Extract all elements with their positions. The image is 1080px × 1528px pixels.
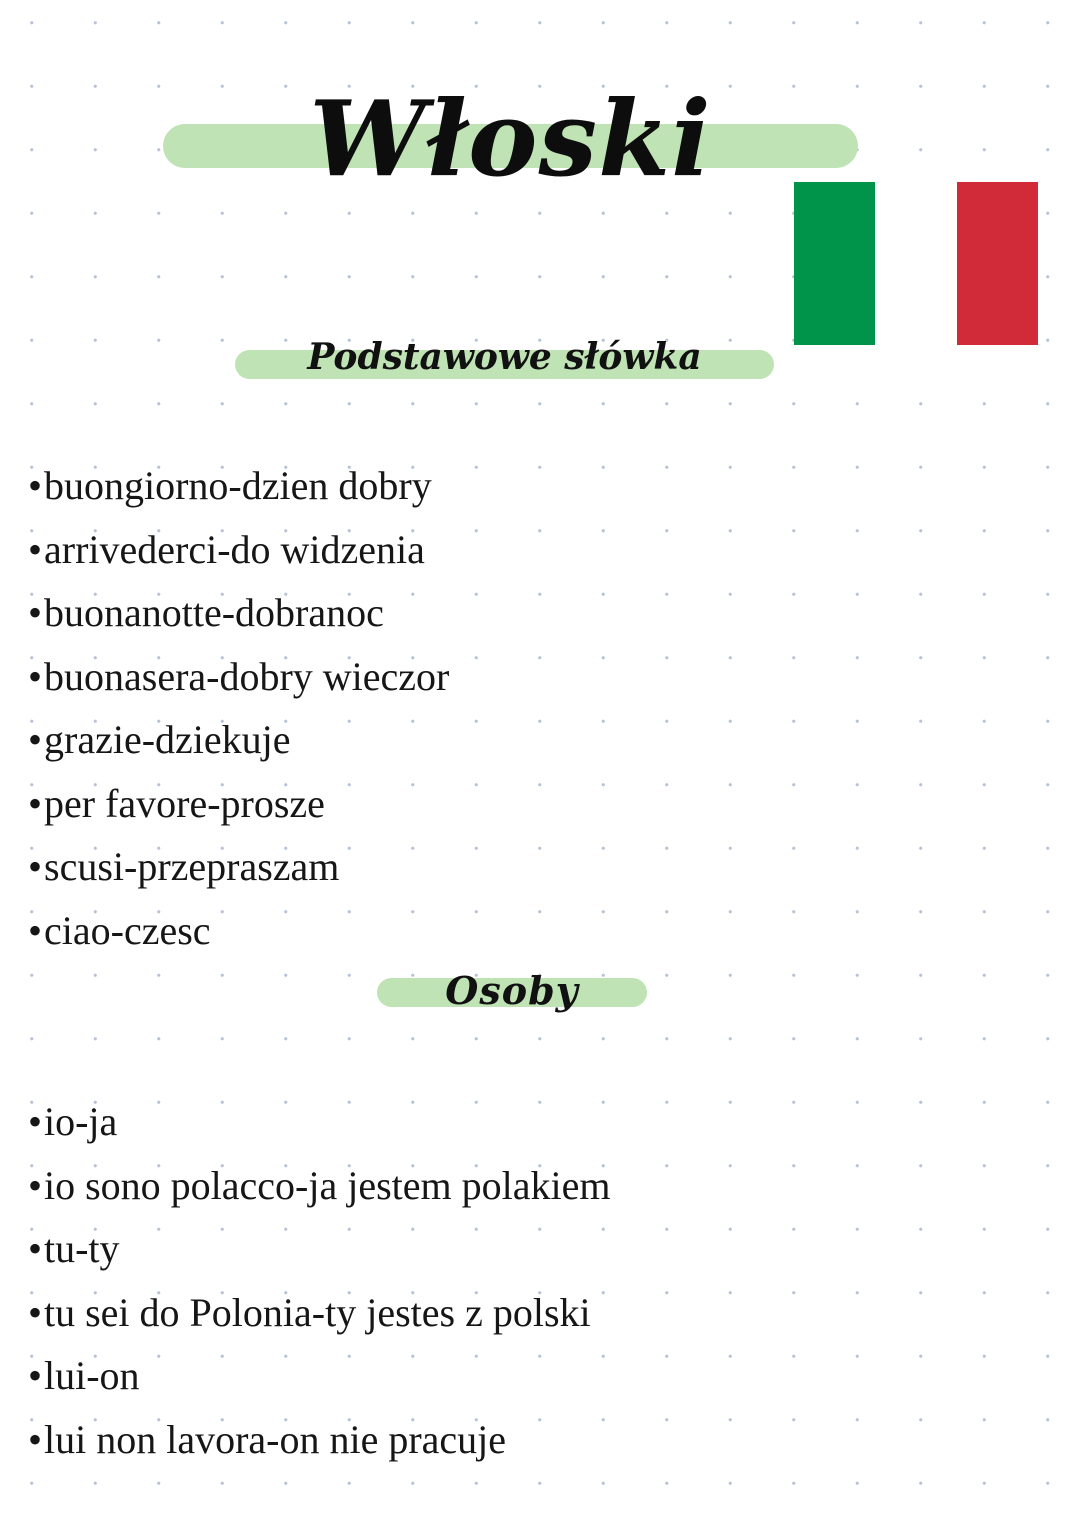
- bullet-icon: •: [28, 1353, 43, 1398]
- bullet-icon: •: [28, 1289, 43, 1335]
- list-item: [28, 1154, 611, 1218]
- bullet-icon: •: [28, 1416, 43, 1462]
- section-heading-text: Osoby: [445, 968, 579, 1013]
- list-item: [28, 1408, 611, 1472]
- bullet-icon: •: [28, 1226, 43, 1271]
- list-item-text: lui non lavora-on nie pracuje: [44, 1416, 507, 1462]
- list-item: [28, 1090, 611, 1154]
- list-item-text: buongiorno-dzien dobry: [44, 463, 432, 508]
- list-item: [28, 899, 449, 963]
- bullet-icon: •: [28, 1162, 43, 1208]
- list-item-text: per favore-prosze: [44, 780, 325, 826]
- list-item: [28, 645, 449, 709]
- bullet-icon: •: [28, 526, 43, 572]
- list-item-text: buonasera-dobry wieczor: [44, 653, 450, 699]
- page-title: Włoski: [309, 77, 712, 200]
- bullet-icon: •: [28, 907, 43, 953]
- list-item-text: io sono polacco-ja jestem polakiem: [44, 1162, 611, 1208]
- list-item-text: tu sei do Polonia-ty jestes z polski: [44, 1289, 591, 1335]
- list-item: [28, 835, 449, 899]
- list-item-text: grazie-dziekuje: [44, 717, 291, 762]
- persons-list: [28, 1090, 611, 1471]
- bullet-icon: •: [28, 590, 43, 635]
- list-item: [28, 1217, 611, 1281]
- bullet-icon: •: [28, 717, 43, 762]
- list-item-text: lui-on: [44, 1353, 140, 1398]
- title-block: [163, 77, 858, 200]
- list-item: [28, 772, 449, 836]
- basic-words-list: [28, 454, 449, 962]
- flag-red-stripe: [957, 182, 1038, 345]
- list-item: [28, 581, 449, 645]
- list-item-text: scusi-przepraszam: [44, 844, 340, 889]
- list-item-text: ciao-czesc: [44, 907, 211, 953]
- bullet-icon: •: [28, 844, 43, 889]
- flag-green-stripe: [794, 182, 875, 345]
- section-heading-text: Podstawowe słówka: [307, 336, 702, 378]
- section-heading-persons: [377, 966, 647, 1016]
- list-item: [28, 518, 449, 582]
- bullet-icon: •: [28, 1099, 43, 1144]
- list-item-text: arrivederci-do widzenia: [44, 526, 425, 572]
- flag-white-stripe: [875, 182, 957, 345]
- list-item-text: buonanotte-dobranoc: [44, 590, 384, 635]
- bullet-icon: •: [28, 653, 43, 699]
- bullet-icon: •: [28, 463, 43, 508]
- list-item: [28, 1281, 611, 1345]
- bullet-icon: •: [28, 780, 43, 826]
- list-item: [28, 1344, 611, 1408]
- list-item: [28, 454, 449, 518]
- list-item-text: tu-ty: [44, 1226, 120, 1271]
- list-item-text: io-ja: [44, 1099, 118, 1144]
- italian-flag-icon: [794, 182, 1038, 345]
- list-item: [28, 708, 449, 772]
- section-heading-basic-words: [235, 332, 774, 382]
